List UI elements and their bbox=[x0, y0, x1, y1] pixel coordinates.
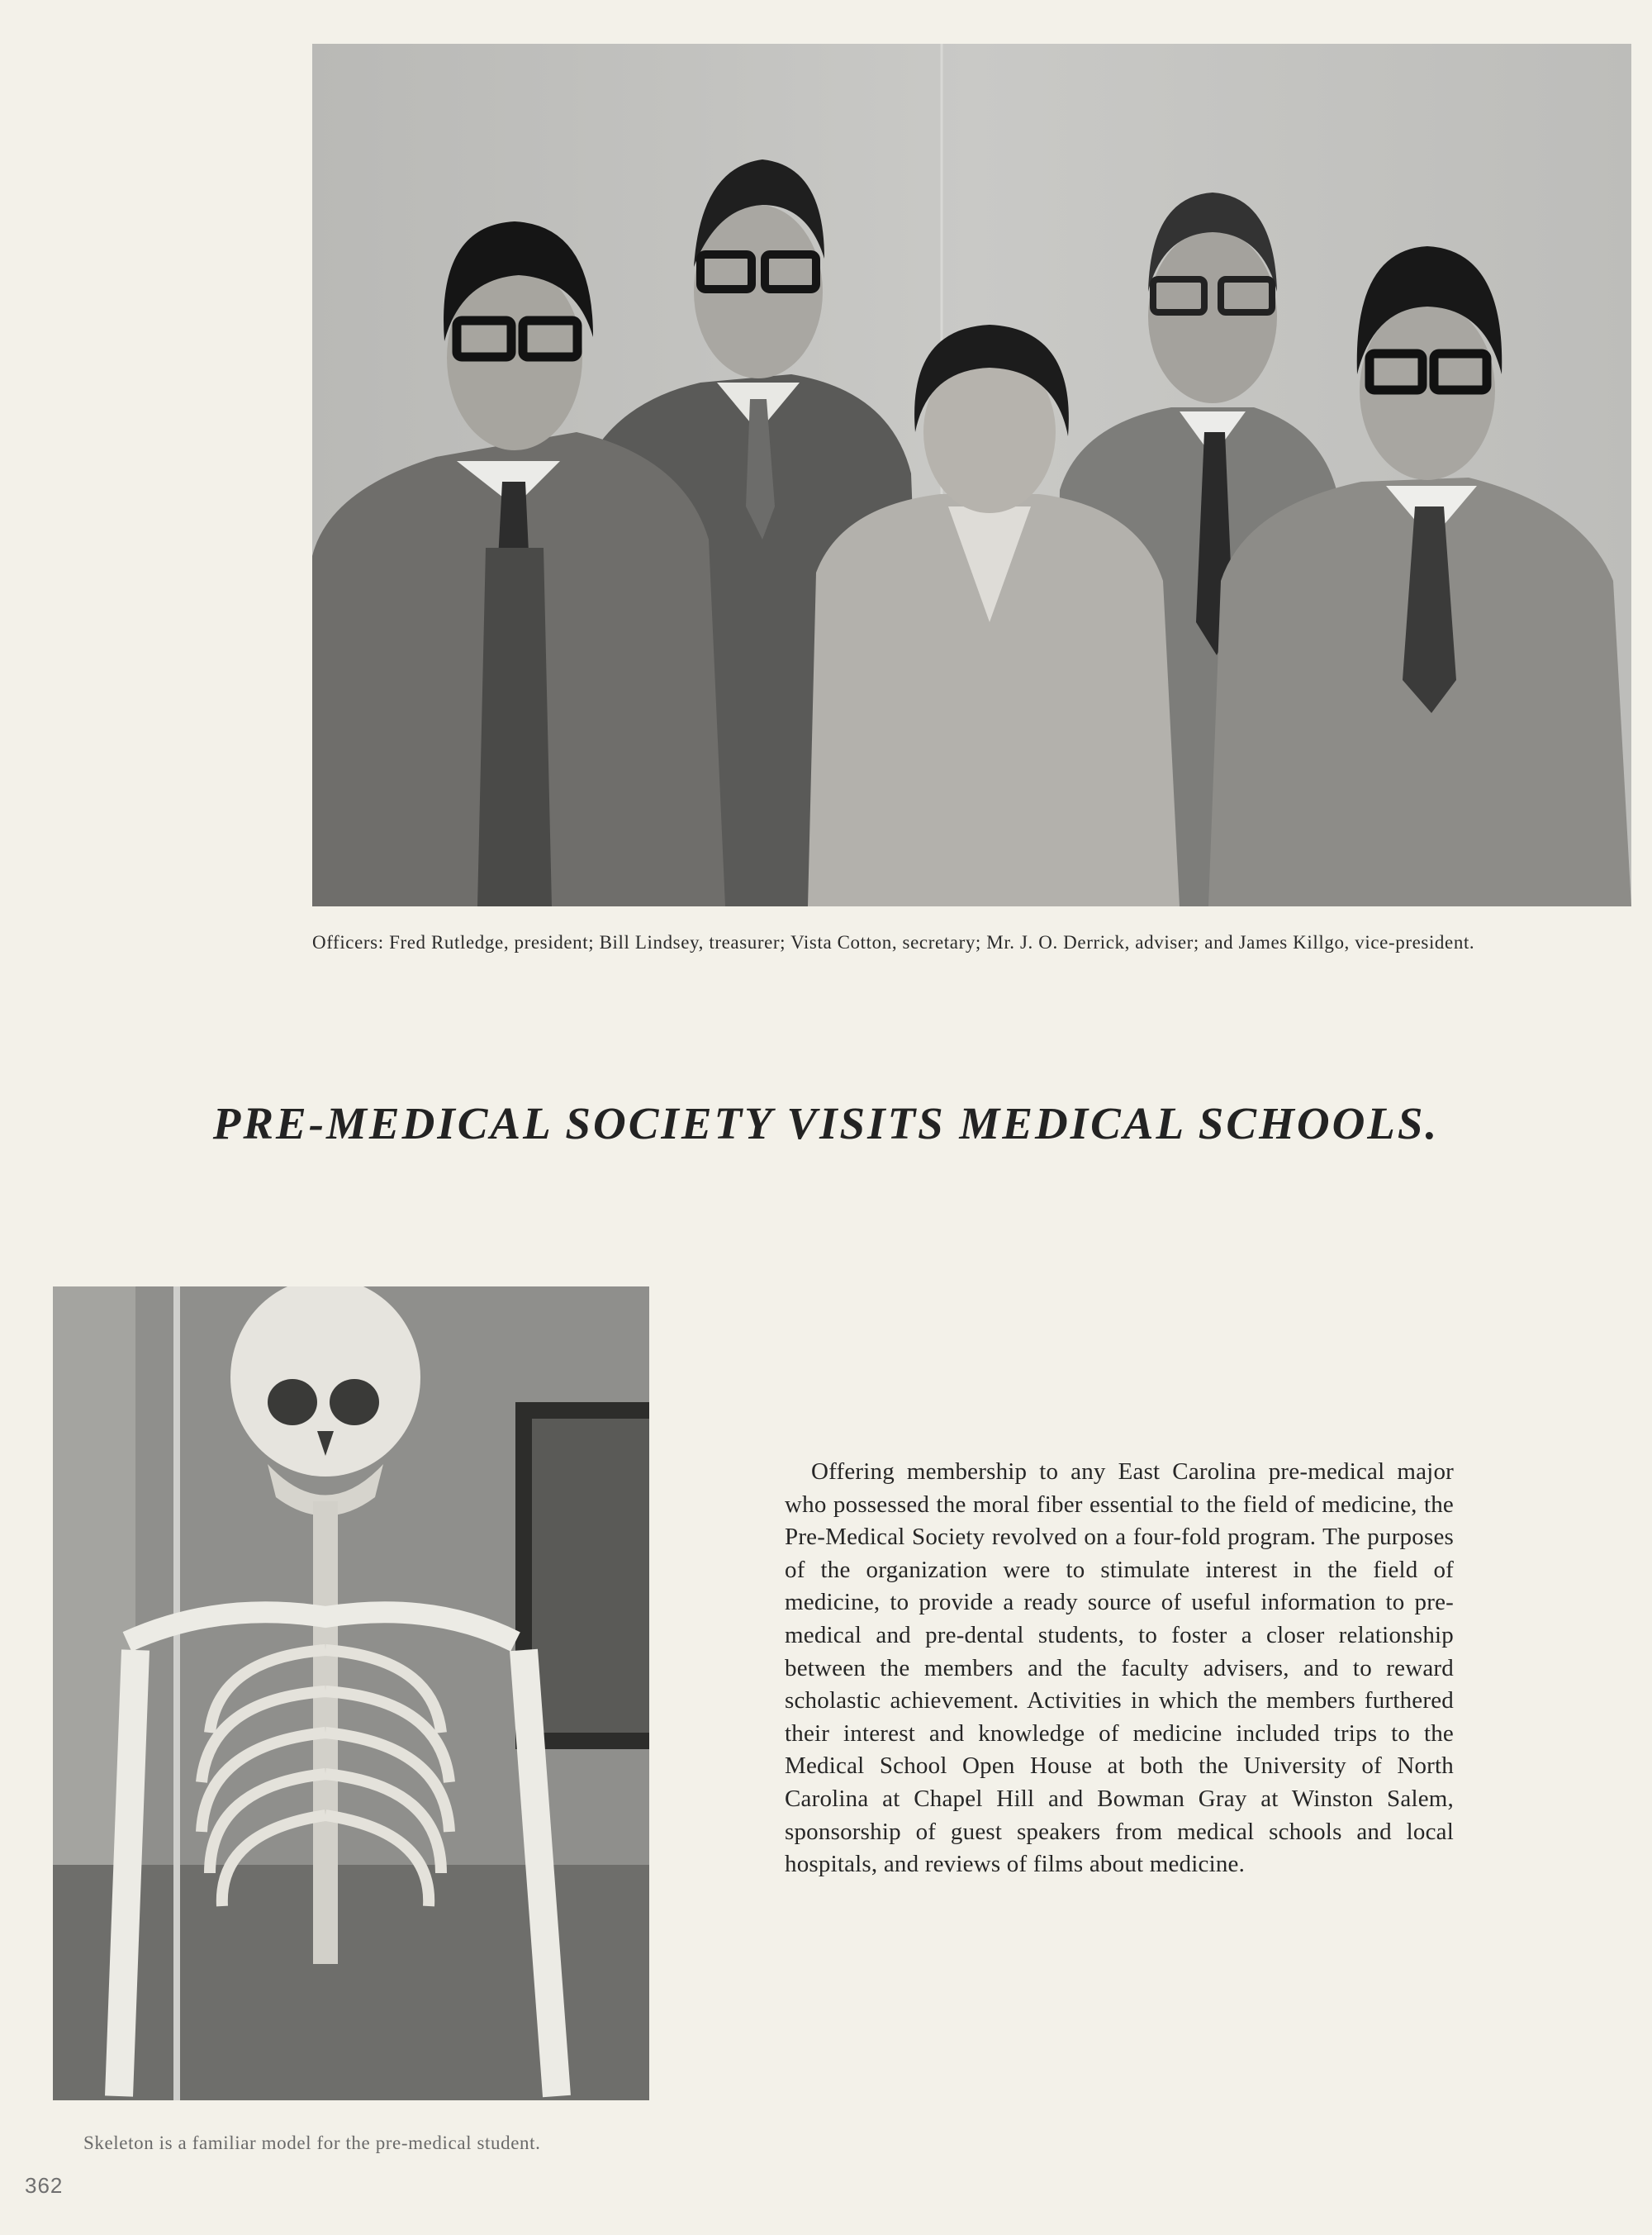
skeleton-photo-caption: Skeleton is a familiar model for the pre-medical student. bbox=[83, 2133, 541, 2153]
article-body-text: Offering membership to any East Carolina pre-medical major who possessed the moral fiber essential to the field of medicine, the Pre-Medical Society revolved on a four-fold program. The purposes of the organization were to stimulate interest in the field of medicine, to provide a ready source of useful information to pre-medical and pre-dental students, to foster a closer relationship between the members and the faculty advisers, and to reward scholastic achievement. Activities in which the members furthered their interest and knowledge of medicine included trips to the Medical School Open House at both the University of North Carolina at Chapel Hill and Bowman Gray at Winston Salem, sponsorship of guest speakers from medical schools and local hospitals, and reviews of films about medicine. bbox=[785, 1458, 1454, 1878]
officers-group-photo bbox=[312, 44, 1631, 906]
skeleton-photo-icon bbox=[53, 1286, 649, 2100]
group-portrait-photo-icon bbox=[312, 44, 1631, 906]
skeleton-photo bbox=[53, 1286, 649, 2100]
officers-photo-caption: Officers: Fred Rutledge, president; Bill Lindsey, treasurer; Vista Cotton, secretary; Mr. J. O. Derrick, adviser; and James Killgo, vice-president. bbox=[312, 932, 1475, 953]
page-headline: PRE-MEDICAL SOCIETY VISITS MEDICAL SCHOOLS. bbox=[212, 1098, 1440, 1148]
page-number: 362 bbox=[25, 2173, 64, 2198]
